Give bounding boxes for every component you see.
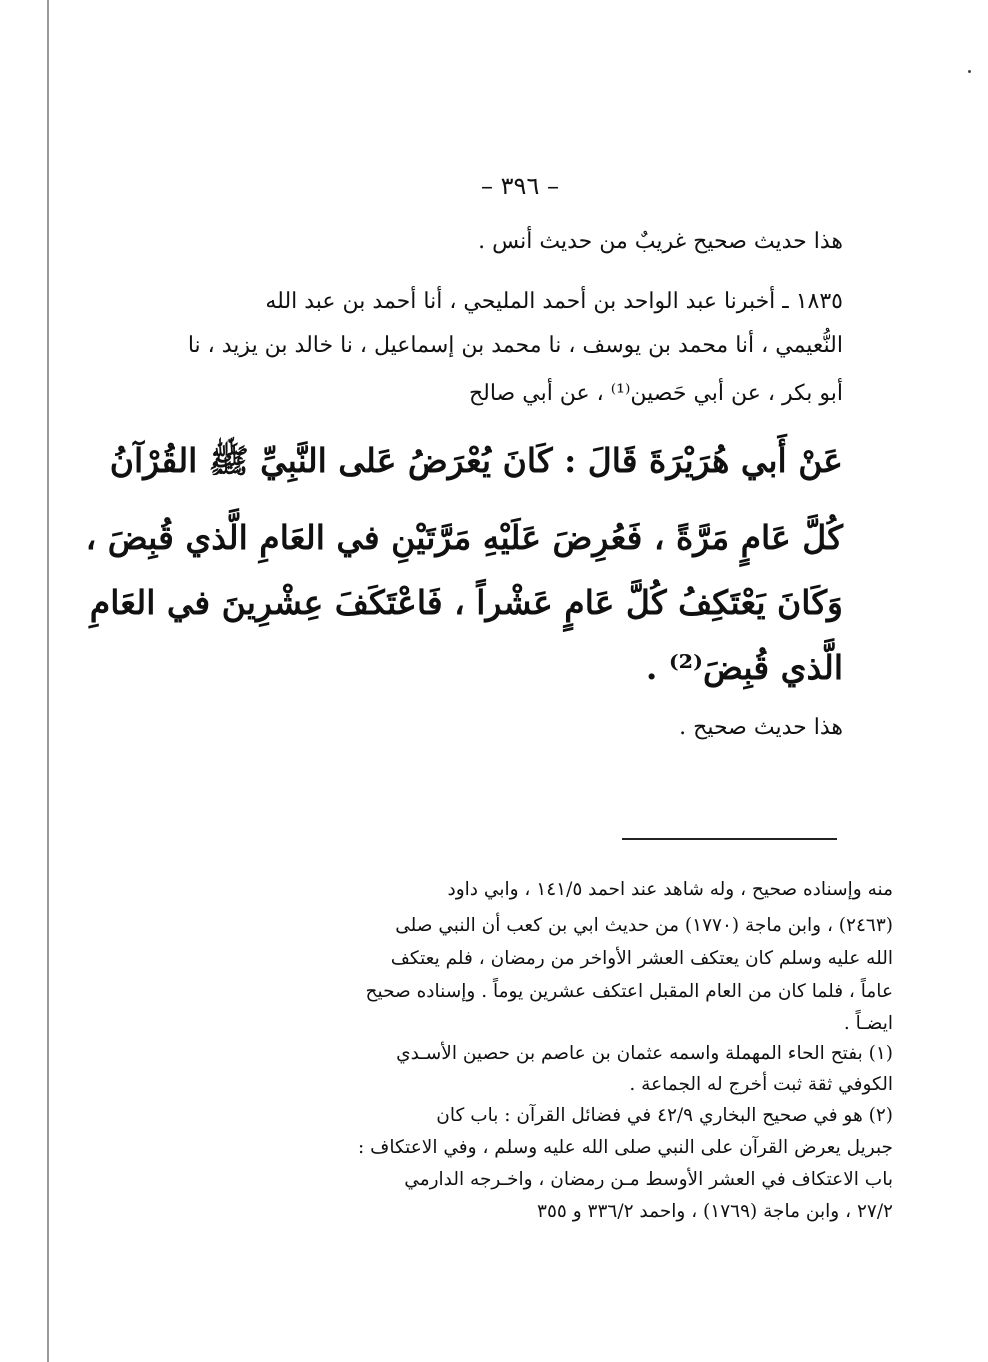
footnote-divider [622, 838, 837, 840]
footnote-2-line: (٢) هو في صحيح البخاري ٤٢/٩ في فضائل القرآن : باب كان [436, 1105, 893, 1126]
footnote-line: عاماً ، فلما كان من العام المقبل اعتكف عشرين يوماً . وإسناده صحيح [365, 981, 893, 1002]
hadith-line-1: عَنْ أَبي هُرَيْرَةَ قَالَ : كَانَ يُعْرَضُ عَلى النَّبِيِّ ﷺ القُرْآنُ [109, 441, 843, 480]
footnote-2-line: باب الاعتكاف في العشر الأوسط مـن رمضان ، واخـرجه الدارمي [404, 1169, 893, 1190]
scan-margin-line [47, 0, 49, 1362]
hadith-line-3: وَكَانَ يَعْتَكِفُ كُلَّ عَامٍ عَشْراً ، فَاعْتَكَفَ عِشْرِينَ في العَامِ [89, 583, 843, 622]
footnote-2-line: ٢٧/٢ ، وابن ماجة (١٧٦٩) ، واحمد ٣٣٦/٢ و ٣٥٥ [537, 1201, 893, 1222]
hadith-grading: هذا حديث صحيح . [679, 715, 843, 740]
isnad-line-1: ١٨٣٥ ـ أخبرنا عبد الواحد بن أحمد المليحي ، أنا أحمد بن عبد الله [265, 289, 843, 314]
scan-speck [968, 70, 971, 73]
isnad-line-2: النُّعيمي ، أنا محمد بن يوسف ، نا محمد بن إسماعيل ، نا خالد بن يزيد ، نا [187, 333, 843, 358]
page-number: – ٣٩٦ – [481, 172, 559, 200]
footnote-line: ايضـاً . [843, 1013, 893, 1034]
footnote-line: (٢٤٦٣) ، وابن ماجة (١٧٧٠) من حديث ابي بن كعب أن النبي صلى [395, 915, 893, 936]
footnote-1-line: (١) بفتح الحاء المهملة واسمه عثمان بن عاصم بن حصين الأسـدي [396, 1043, 893, 1064]
footnote-2-line: جبريل يعرض القرآن على النبي صلى الله عليه وسلم ، وفي الاعتكاف : [358, 1137, 893, 1158]
footnote-line: الله عليه وسلم كان يعتكف العشر الأواخر من رمضان ، فلم يعتكف [390, 948, 893, 969]
isnad-line-3: أبو بكر ، عن أبي حَصين⁽¹⁾ ، عن أبي صالح [468, 381, 843, 406]
hadith-line-4: الَّذي قُبِضَ⁽²⁾ . [645, 648, 843, 687]
previous-grading: هذا حديث صحيح غريبٌ من حديث أنس . [478, 229, 843, 254]
hadith-line-2: كُلَّ عَامٍ مَرَّةً ، فَعُرِضَ عَلَيْهِ مَرَّتَيْنِ في العَامِ الَّذي قُبِضَ ، [85, 518, 843, 557]
footnote-line: منه وإسناده صحيح ، وله شاهد عند احمد ١٤١/٥ ، وابي داود [447, 879, 893, 900]
footnote-1-line: الكوفي ثقة ثبت أخرج له الجماعة . [629, 1074, 893, 1095]
